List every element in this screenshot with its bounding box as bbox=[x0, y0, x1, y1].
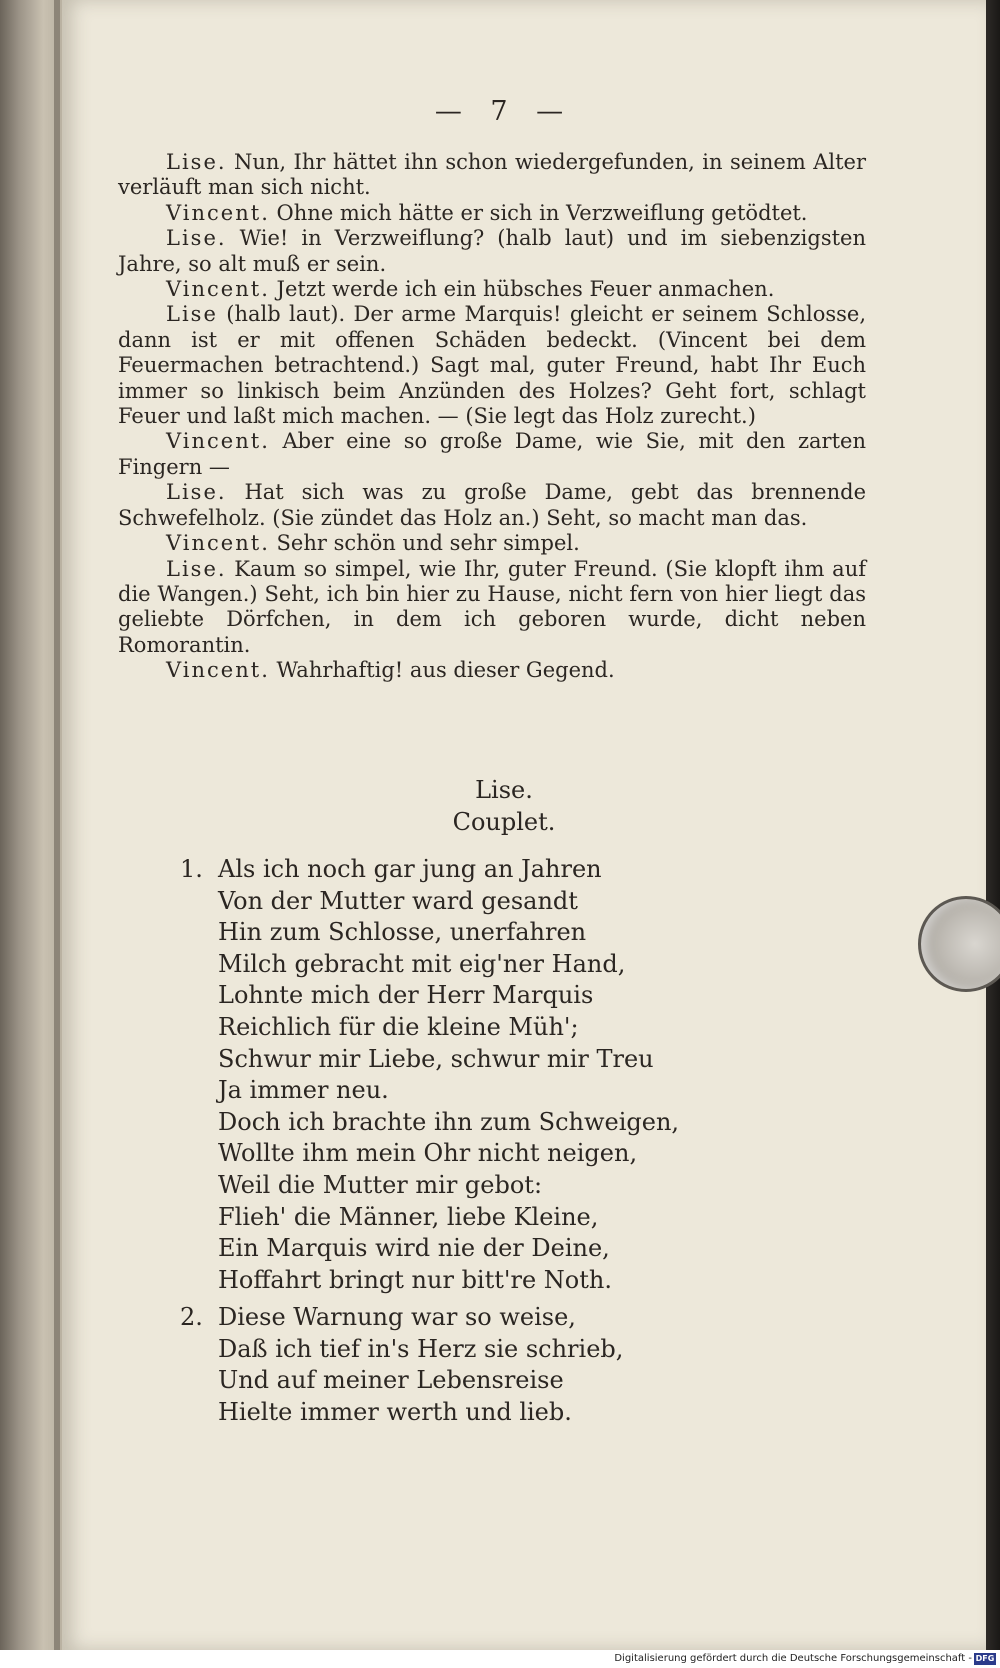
speaker-name: Lise. bbox=[166, 480, 227, 505]
verse-line bbox=[180, 1138, 740, 1170]
verse-line-text: Von der Mutter ward gesandt bbox=[218, 886, 578, 915]
dialogue-text: Hat sich was zu große Dame, gebt das brennende Schwefelholz. (Sie zündet das Holz an.) Seht, so macht man das. bbox=[118, 480, 866, 530]
verse-line-text: Als ich noch gar jung an Jahren bbox=[218, 855, 602, 883]
dialogue-paragraph bbox=[118, 429, 866, 480]
dialogue-text: Kaum so simpel, wie Ihr, guter Freund. (Sie klopft ihm auf die Wangen.) Seht, ich bin hier zu Hause, nicht fern von hier liegt das geliebte Dörfchen, in dem ich geboren wurde, dicht neben Romorantin. bbox=[118, 556, 866, 657]
dialogue-paragraph bbox=[118, 150, 866, 201]
verse-line bbox=[180, 1107, 740, 1139]
dialogue-paragraph bbox=[118, 277, 866, 302]
verse-line bbox=[180, 1202, 740, 1234]
dfg-logo: DFG bbox=[975, 1654, 995, 1663]
verse-number: 1. bbox=[180, 855, 203, 883]
dialogue-text: Sehr schön und sehr simpel. bbox=[269, 531, 580, 556]
verse-line-text: Daß ich tief in's Herz sie schrieb, bbox=[218, 1334, 624, 1363]
digitization-footer bbox=[0, 1650, 1000, 1668]
dialogue-text: Jetzt werde ich ein hübsches Feuer anmachen. bbox=[269, 277, 775, 302]
verse-line bbox=[180, 1012, 740, 1044]
verse-line-text: Hin zum Schlosse, unerfahren bbox=[218, 918, 587, 947]
verse-line bbox=[180, 854, 740, 886]
funding-notice: Digitalisierung gefördert durch die Deutsche Forschungsgemeinschaft - bbox=[614, 1653, 972, 1664]
speaker-name: Lise. bbox=[166, 556, 227, 581]
verse-line bbox=[180, 1334, 740, 1366]
dialogue-text: Wahrhaftig! aus dieser Gegend. bbox=[269, 658, 615, 683]
verse-line bbox=[180, 1075, 740, 1107]
dialogue-paragraph bbox=[118, 201, 866, 226]
dialogue-text: Nun, Ihr hättet ihn schon wiedergefunden, in seinem Alter verläuft man sich nicht. bbox=[118, 150, 866, 200]
speaker-name: Lise. bbox=[166, 226, 227, 251]
verse-line bbox=[180, 949, 740, 981]
verse-line-text: Doch ich brachte ihn zum Schweigen, bbox=[218, 1107, 680, 1136]
verse-line-text: Hielte immer werth und lieb. bbox=[218, 1397, 572, 1426]
verse-line bbox=[180, 1170, 740, 1202]
verse-line bbox=[180, 1365, 740, 1397]
speaker-name: Vincent. bbox=[166, 658, 270, 683]
dialogue-text: (halb laut). Der arme Marquis! gleicht er seinem Schlosse, dann ist er mit offenen Schäden bedeckt. (Vincent bei dem Feuermachen betrachtend.) Sagt mal, guter Freund, habt Ihr Euch immer so linkisch beim Anzünden des Holzes? Geht fort, schlagt Feuer und laßt mich machen. — (Sie legt das Holz zurecht.) bbox=[118, 302, 866, 429]
verse-line-text: Flieh' die Männer, liebe Kleine, bbox=[218, 1202, 599, 1231]
dialogue-paragraph bbox=[118, 302, 866, 429]
book-page bbox=[62, 0, 986, 1650]
dialogue-text: Ohne mich hätte er sich in Verzweiflung getödtet. bbox=[269, 200, 808, 225]
verse-line-text: Diese Warnung war so weise, bbox=[218, 1303, 576, 1331]
verse-line-text: Schwur mir Liebe, schwur mir Treu bbox=[218, 1044, 654, 1073]
verse-1 bbox=[180, 854, 740, 1296]
speaker-name: Lise. bbox=[166, 150, 227, 174]
verse-line-text: Wollte ihm mein Ohr nicht neigen, bbox=[218, 1139, 638, 1168]
dialogue-paragraph bbox=[118, 658, 866, 683]
verse-line bbox=[180, 1233, 740, 1265]
verse-line-text: Weil die Mutter mir gebot: bbox=[218, 1170, 543, 1199]
song-singer: Lise. bbox=[475, 776, 533, 804]
dialogue-paragraph bbox=[118, 557, 866, 659]
verse-line-text: Ein Marquis wird nie der Deine, bbox=[218, 1234, 610, 1263]
dialogue-paragraph bbox=[118, 226, 866, 277]
song-title: Couplet. bbox=[452, 808, 556, 836]
verse-line bbox=[180, 917, 740, 949]
speaker-name: Lise bbox=[166, 302, 218, 327]
verse-line bbox=[180, 1044, 740, 1076]
dialogue-text: Wie! in Verzweiflung? (halb laut) und im siebenzigsten Jahre, so alt muß er sein. bbox=[118, 226, 866, 276]
verse-line bbox=[180, 1302, 740, 1334]
speaker-name: Vincent. bbox=[166, 277, 270, 302]
speaker-name: Vincent. bbox=[166, 531, 270, 556]
verse-line-text: Und auf meiner Lebensreise bbox=[218, 1366, 564, 1395]
scan-background-right bbox=[986, 0, 1000, 1650]
verse-number: 2. bbox=[180, 1303, 203, 1331]
verse-line-text: Milch gebracht mit eig'ner Hand, bbox=[218, 949, 626, 978]
speaker-name: Vincent. bbox=[166, 200, 270, 225]
page-number: — 7 — bbox=[434, 96, 574, 127]
dialogue-block bbox=[118, 150, 866, 684]
verse-line-text: Reichlich für die kleine Müh'; bbox=[218, 1012, 579, 1041]
verse-line-text: Lohnte mich der Herr Marquis bbox=[218, 981, 594, 1010]
dialogue-paragraph bbox=[118, 480, 866, 531]
verse-line bbox=[180, 1265, 740, 1297]
verse-line-text: Ja immer neu. bbox=[218, 1076, 389, 1105]
verse-line bbox=[180, 980, 740, 1012]
dialogue-text: Aber eine so große Dame, wie Sie, mit den zarten Fingern — bbox=[118, 429, 866, 479]
previous-page-edge bbox=[0, 0, 62, 1650]
verse-line-text: Hoffahrt bringt nur bitt're Noth. bbox=[218, 1265, 612, 1294]
speaker-name: Vincent. bbox=[166, 429, 270, 454]
verse-2 bbox=[180, 1302, 740, 1428]
verse-line bbox=[180, 1397, 740, 1429]
book-gutter bbox=[54, 0, 60, 1650]
verse-line bbox=[180, 886, 740, 918]
dialogue-paragraph bbox=[118, 531, 866, 556]
